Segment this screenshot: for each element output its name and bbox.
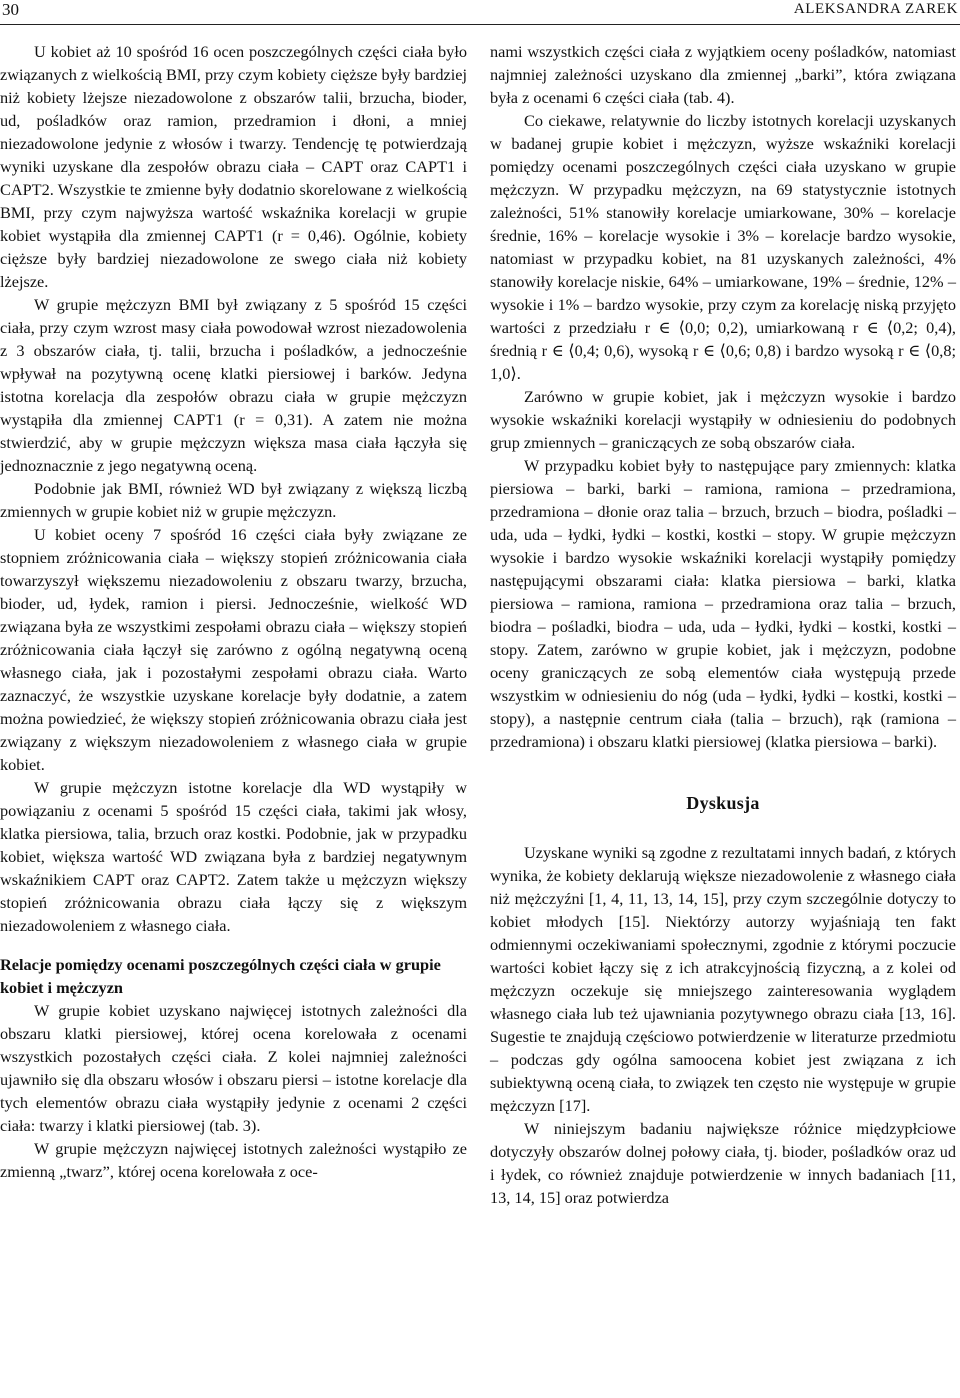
- body-paragraph: W grupie mężczyzn najwięcej istotnych zależności wystąpiło ze zmienną „twarz”, której ocena korelowała z oce-: [0, 1139, 467, 1181]
- body-paragraph: W grupie mężczyzn istotne korelacje dla WD wystąpiły w powiązaniu z ocenami 5 spośród 15 części ciała, takimi jak włosy, klatka piersiowa, talia, brzuch oraz kostki. Podobnie, jak w przypadku kobiet, większa wartość WD związana była z bardziej negatywnym wskaźnikiem CAPT oraz CAPT2. Zatem także u mężczyzn większy stopień zróżnicowania obrazu ciała łączy się z większym niezadowoleniem z własnego ciała.: [0, 778, 467, 935]
- left-column: [0, 40, 467, 1183]
- body-paragraph: W niniejszym badaniu największe różnice międzypłciowe dotyczyły obszarów dolnej połowy ciała, tj. bioder, pośladków oraz ud i łydek, co również znajduje potwierdzenie w innych badaniach [11, 13, 14, 15] oraz potwierdza: [490, 1119, 956, 1207]
- body-paragraph: W grupie mężczyzn BMI był związany z 5 spośród 15 części ciała, przy czym wzrost masy ciała powodował wzrost niezadowolenia z 3 obszarów ciała, tj. talii, brzucha i pośladków, a jednocześnie wpływał na pozytywną ocenę klatki piersiowej i barków. Jedyna istotna korelacja dla zespołów obrazu ciała w grupie mężczyzn wystąpiła dla zmiennej CAPT1 (r = 0,31). A zatem nie można stwierdzić, aby w grupie mężczyzn większa masa ciała łączyła się jednoznacznie z jego negatywną oceną.: [0, 295, 467, 475]
- page-number: 30: [2, 0, 19, 19]
- running-head-author: ALEKSANDRA ZAREK: [793, 1, 958, 17]
- body-paragraph: Zarówno w grupie kobiet, jak i mężczyzn wysokie i bardzo wysokie wskaźniki korelacji wystąpiły w odniesieniu do podobnych grup zmiennych – graniczących ze sobą obszarów ciała.: [490, 387, 956, 452]
- body-paragraph-continued: nami wszystkich części ciała z wyjątkiem oceny pośladków, natomiast najmniej zależności uzyskano dla zmiennej „barki”, która związana była z ocenami 6 części ciała (tab. 4).: [490, 42, 956, 107]
- body-paragraph: Podobnie jak BMI, również WD był związany z większą liczbą zmiennych w grupie kobiet niż w grupie mężczyzn.: [0, 479, 467, 521]
- body-paragraph: U kobiet aż 10 spośród 16 ocen poszczególnych części ciała było związanych z wielkością BMI, przy czym kobiety cięższe były bardziej niż kobiety lżejsze niezadowolone z obszarów talii, brzucha, bioder, ud, pośladków oraz ramion, przedramion i dłoni, a mniej niezadowolone jedynie z włosów i twarzy. Tendencję tę potwierdzają wyniki uzyskane dla zespołów obrazu ciała – CAPT oraz CAPT1 i CAPT2. Wszystkie te zmienne były dodatnio skorelowane z wielkością BMI, przy czym najwyższa wartość wskaźnika korelacji w grupie kobiet wystąpiła dla zmiennej CAPT1 (r = 0,46). Ogólnie, kobiety cięższe były bardziej niezadowolone ze swego ciała niż kobiety lżejsze.: [0, 42, 467, 291]
- body-paragraph: Co ciekawe, relatywnie do liczby istotnych korelacji uzyskanych w badanej grupie kobiet i mężczyzn, wyższe wskaźniki korelacji pomiędzy ocenami poszczególnych części ciała uzyskano w grupie mężczyzn. W przypadku mężczyzn, na 69 statystycznie istotnych zależności, 51% stanowiły korelacje umiarkowane, 30% – korelacje średnie, 16% – korelacje wysokie i 3% – korelacje bardzo wysokie, natomiast w przypadku kobiet, na 81 uzyskanych zależności, 4% stanowiły korelacje niskie, 64% – umiarkowane, 19% – średnie, 12% – wysokie i 1% – bardzo wysokie, przy czym za korelację niską przyjęto wartości z przedziału r ∈ ⟨0,0; 0,2), umiarkowaną r ∈ ⟨0,2; 0,4), średnią r ∈ ⟨0,4; 0,6), wysoką r ∈ ⟨0,6; 0,8) i bardzo wysoką r ∈ ⟨0,8; 1,0⟩.: [490, 111, 956, 383]
- discussion-heading: Dyskusja: [686, 793, 760, 813]
- body-paragraph: U kobiet oceny 7 spośród 16 części ciała były związane ze stopniem zróżnicowania ciała – większy stopień zróżnicowania ciała towarzyszył większemu niezadowoleniu z obszaru twarzy, brzucha, bioder, ud, łydek, ramion i piersi. Jednocześnie, wielkość WD związana była ze wszystkimi zespołami obrazu ciała – większy stopień zróżnicowania ciała łączył się zarówno z ogólną negatywną oceną własnego ciała, jak i pozostałymi zespołami obrazu ciała. Warto zaznaczyć, że wszystkie uzyskane korelacje były dodatnie, a zatem można powiedzieć, że większy stopień zróżnicowania obrazu ciała jest związany z większym niezadowoleniem z własnego ciała w grupie kobiet.: [0, 525, 467, 774]
- body-paragraph: W przypadku kobiet były to następujące pary zmiennych: klatka piersiowa – barki, barki – ramiona, ramiona – przedramiona, przedramiona – dłonie oraz talia – brzuch, brzuch – biodra, pośladki – uda, uda – łydki, łydki – kostki, kostki – stopy. W grupie mężczyzn wysokie i bardzo wysokie wskaźniki korelacji wystąpiły pomiędzy następującymi obszarami ciała: klatka piersiowa – barki, klatka piersiowa – ramiona, ramiona – przedramiona oraz talia – brzuch, biodra – pośladki, biodra – uda, uda – łydki, łydki – kostki, kostki – stopy. Zatem, zarówno w grupie kobiet, jak i mężczyzn, podobne oceny graniczących ze sobą elementów ciała występują przede wszystkim w odniesieniu do nóg (uda – łydki, łydki – kostki, kostki – stopy), a następnie centrum ciała (talia – brzuch), rąk (ramiona – przedramiona) i obszaru klatki piersiowej (klatka piersiowa – barki).: [490, 456, 956, 751]
- body-paragraph: Uzyskane wyniki są zgodne z rezultatami innych badań, z których wynika, że kobiety deklarują większe niezadowolenie z własnego ciała niż mężczyźni [1, 4, 11, 13, 14, 15], przy czym szczególnie dotyczy to kobiet młodych [15]. Niektórzy autorzy wyjaśniają ten fakt odmiennymi oczekiwaniami społecznymi, zgodnie z którymi poczucie wartości kobiet łączy się z ich atrakcyjnością fizyczną, a z kolei od mężczyzn oczekuje się mniejszego zainteresowania wyglądem własnego ciała lub też ujawniania pozytywnego obrazu ciała [13, 16]. Sugestie te znajdują częściowo potwierdzenie w literaturze przedmiotu – podczas gdy ogólna samoocena kobiet jest związana z ich subiektywną oceną ciała, to związek ten często nie występuje w grupie mężczyzn [17].: [490, 843, 956, 1115]
- section-heading: Relacje pomiędzy ocenami poszczególnych części ciała w grupie kobiet i mężczyzn: [0, 955, 441, 997]
- right-column: [490, 40, 956, 1209]
- body-paragraph: W grupie kobiet uzyskano najwięcej istotnych zależności dla obszaru klatki piersiowej, której ocena korelowała z ocenami wszystkich pozostałych części ciała. Z kolei najmniej zależności ujawniło się dla obszaru włosów i obszaru piersi – istotne korelacje dla tych elementów obrazu ciała wystąpiły jedynie z ocenami 2 części ciała: twarzy i klatki piersiowej (tab. 3).: [0, 1001, 467, 1135]
- running-header: [0, 0, 960, 25]
